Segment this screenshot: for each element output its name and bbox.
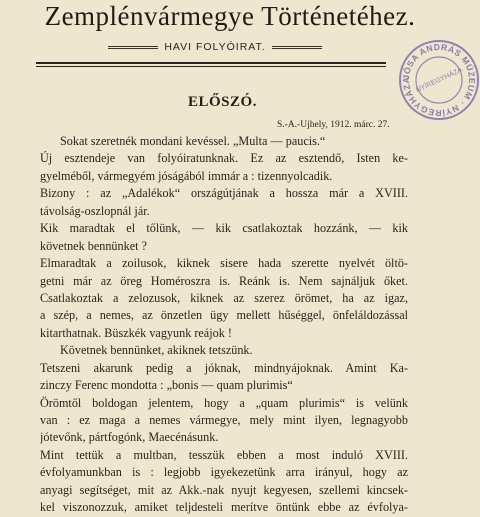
journal-title: Zemplénvármegye Történetéhez. <box>44 1 416 31</box>
text-line: kel viszonozzuk, amiket teljdesteli merítve öntünk ebbe az évfolya- <box>40 500 408 515</box>
subtitle-rule-left <box>108 46 158 49</box>
dateline: S.-A.-Ujhely, 1912. márc. 27. <box>277 120 390 130</box>
text-line: Csatlakoztak a zelozusok, kiknek az szerez örömet, ha az igaz, <box>40 290 408 305</box>
museum-stamp <box>397 38 480 122</box>
subtitle-row <box>108 40 322 54</box>
header-divider <box>36 62 386 67</box>
text-line: évfolyamunkban is : legjobb igyekezetünk arra irányul, hogy az <box>40 465 408 480</box>
text-line: Kik maradtak el tőlünk, — kik csatlakoztak hozzánk, — kik <box>40 221 408 236</box>
text-line: Tetszeni akarunk pedig a jóknak, mindnyájoknak. Amint Ka- <box>40 360 408 375</box>
svg-text:NYÍREGYHÁZA: NYÍREGYHÁZA <box>414 66 464 95</box>
text-line: jótevőnk, pártfogónk, Maecénásunk. <box>40 430 219 445</box>
text-line: Bizony : az „Adalékok“ országútjának a hossza már a XVIII. <box>40 186 408 201</box>
text-line: Mint tettük a multban, tesszük ebben a most induló XVIII. <box>40 447 408 462</box>
text-line: távolság-oszlopnál jár. <box>40 203 150 218</box>
text-line: Új esztendeje van folyóiratunknak. Ez az esztendő, Isten ke- <box>40 151 408 166</box>
text-line: Sokat szeretnék mondani kevéssel. „Multa — paucis.“ <box>60 134 326 148</box>
text-line: kitarthatnak. Büszkék vagyunk reájok ! <box>40 325 232 340</box>
text-line: getni már az öreg Homéroszra is. Reánk is. Nem sajnáljuk őket. <box>40 273 408 288</box>
svg-text:JÓSA ANDRÁS MÚZEUM · NYÍREGYHÁ: JÓSA ANDRÁS MÚZEUM · NYÍREGYHÁZA <box>400 41 478 119</box>
text-line: zinczy Ferenc mondotta : „bonis — quam plurimis“ <box>40 378 293 393</box>
article-body <box>40 133 408 517</box>
text-line: Örömtől boldogan jelentem, hogy a „quam plurimis“ is velünk <box>40 395 408 410</box>
text-line: anyagi segítséget, mit az Akk.-nak nyujt kegyesen, szellemi kincsek- <box>40 482 408 497</box>
subtitle-rule-right <box>272 46 322 49</box>
section-heading: ELŐSZÓ. <box>188 94 257 110</box>
text-line: követnek bennünket ? <box>40 238 147 253</box>
text-line: van : ez maga a nemes vármegye, mely mint ilyen, legnagyobb <box>40 413 408 427</box>
text-line: a szép, a nemes, az önzetlen ügy mellett hűséggel, önfeláldozással <box>40 308 408 323</box>
journal-subtitle: HAVI FOLYÓIRAT. <box>164 41 266 53</box>
text-line: Elmaradtak a zoilusok, kiknek sisere hada szerette nyelvét öltö- <box>40 256 408 271</box>
text-line: Követnek bennünket, akiknek tetszünk. <box>60 343 253 358</box>
text-line: gyelméből, vármegyém jóságából immár a : tizennyolcadik. <box>40 168 333 183</box>
